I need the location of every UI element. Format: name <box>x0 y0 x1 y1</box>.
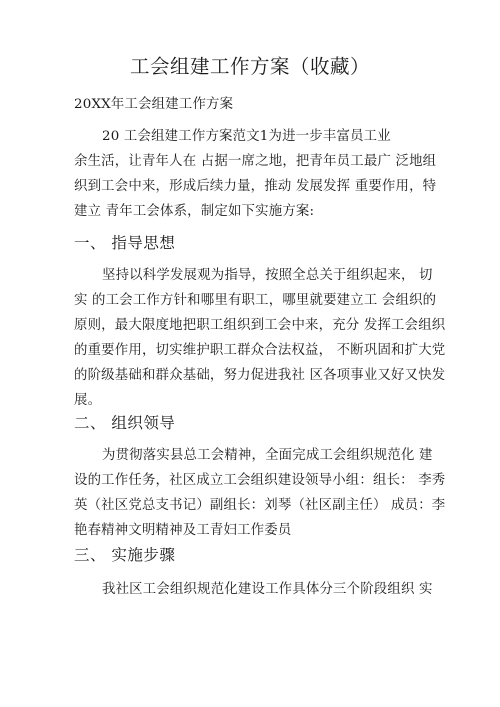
document-title: 工会组建工作方案（收藏） <box>129 55 370 78</box>
paragraph-line: 英（社区党总支书记）副组长：刘琴（社区副主任） 成员：李 <box>74 498 446 513</box>
paragraph-line: 设的工作任务，社区成立工会组织建设领导小组：组长： 李秀 <box>74 473 446 488</box>
paragraph-line: 建立 青年工会体系，制定如下实施方案: <box>74 204 315 219</box>
section-heading: 一、 指导思想 <box>74 234 176 252</box>
paragraph-line: 展。 <box>74 393 102 408</box>
paragraph-line: 艳春精神文明精神及工青妇工作委员 <box>74 523 292 538</box>
paragraph-line: 为贯彻落实县总工会精神，全面完成工会组织规范化 建 <box>102 448 433 463</box>
paragraph-line: 实 的工会工作方针和哪里有职工，哪里就要建立工 会组织的 <box>74 293 437 308</box>
section-heading: 三、 实施步骤 <box>74 546 176 564</box>
paragraph-line: 织到工会中来，形成后续力量，推动 发展发挥 重要作用，特 <box>74 179 437 194</box>
document-subtitle: 20XX年工会组建工作方案 <box>74 97 234 112</box>
paragraph-line: 余生活，让青年人在 占据一席之地，把青年员工最广 泛地组 <box>74 154 437 169</box>
paragraph-line: 的重要作用，切实维护职工群众合法权益， 不断巩固和扩大党 <box>74 343 446 358</box>
section-heading: 二、 组织领导 <box>74 414 176 432</box>
paragraph-line: 的阶级基础和群众基础，努力促进我社 区各项事业又好又快发 <box>74 368 446 383</box>
paragraph-line: 坚持以科学发展观为指导，按照全总关于组织起来， 切 <box>102 268 433 283</box>
paragraph-line: 20 工会组建工作方案范文1为进一步丰富员工业 <box>102 129 391 144</box>
paragraph-line: 我社区工会组织规范化建设工作具体分三个阶段组织 实 <box>102 582 433 597</box>
paragraph-line: 原则，最大限度地把职工组织到工会中来，充分 发挥工会组织 <box>74 318 446 333</box>
